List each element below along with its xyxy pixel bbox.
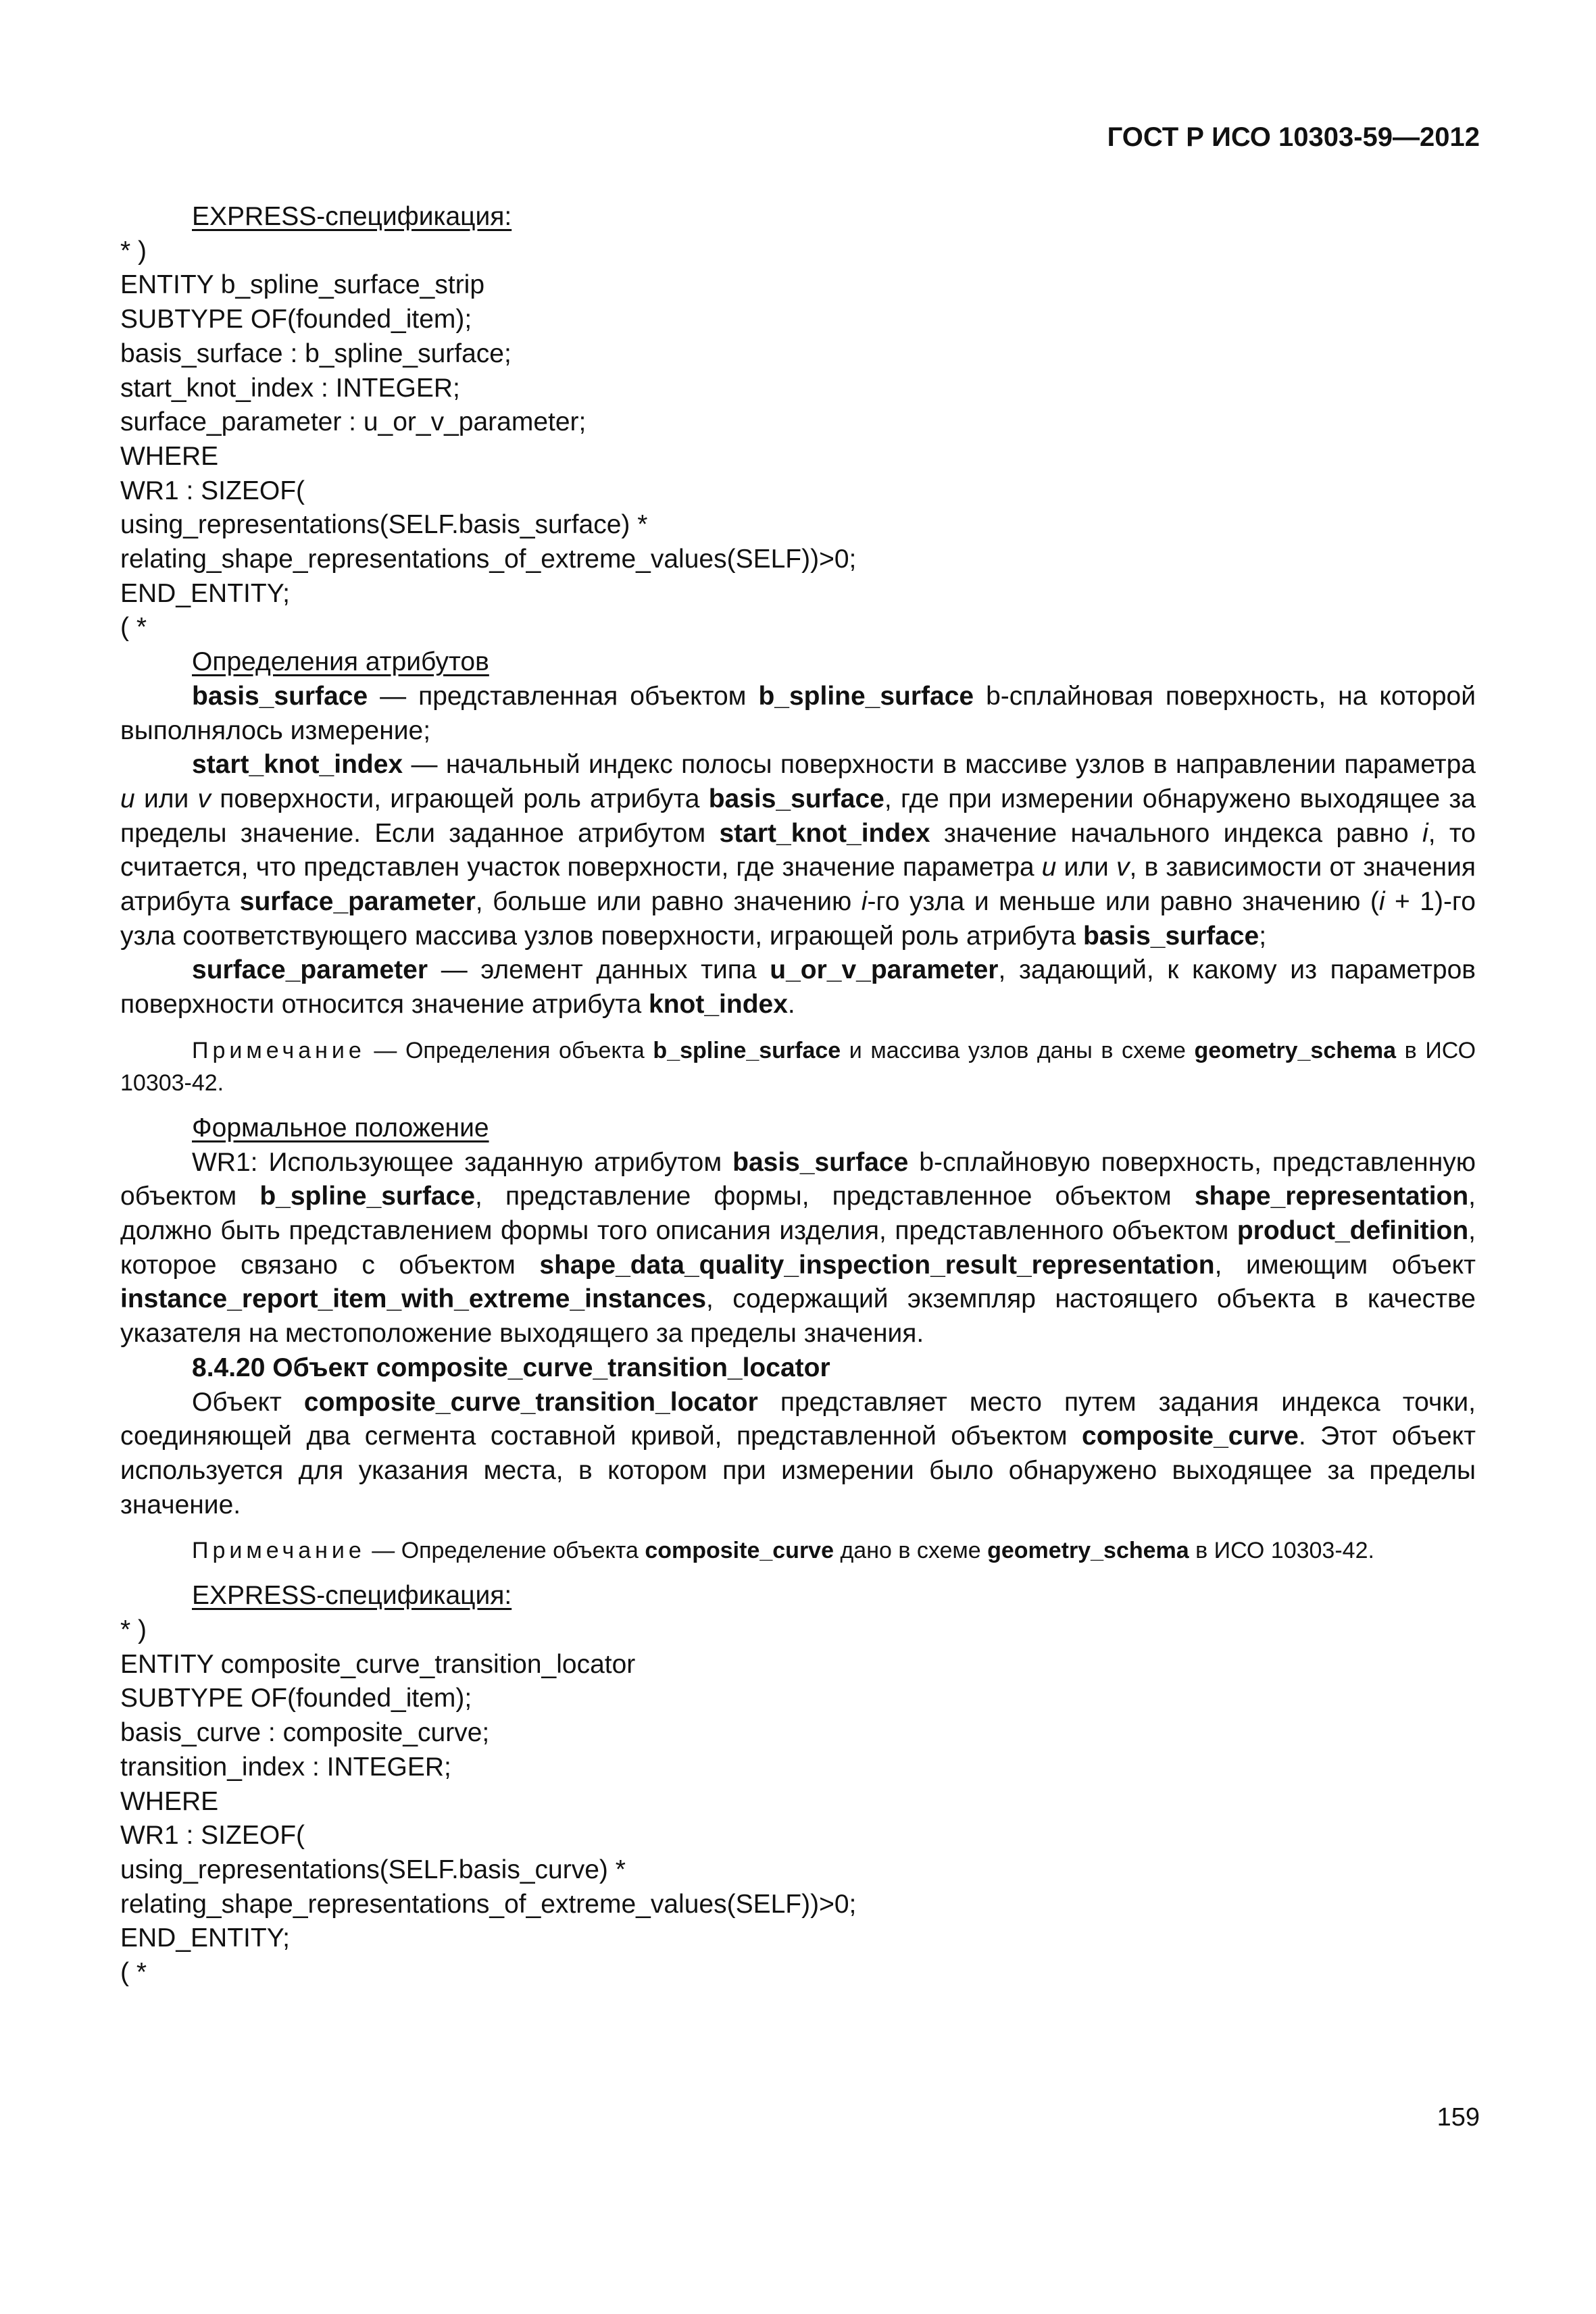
code-line: END_ENTITY; — [120, 1923, 291, 1953]
note-label: Примечание — [192, 1538, 366, 1564]
code-line: * ) — [120, 1615, 147, 1645]
attribute-start-knot-index: start_knot_index — начальный индекс полосы поверхности в массиве узлов в направлении параметра u или v поверхности, играющей роль атрибута basis_surface, где при измерении обнаружено выходящее за пределы значение. Если заданное атрибутом start_knot_index значение начального индекса равно i, то считается, что представлен участок поверхности, где значение параметра u или v, в зависимости от значения атрибута surface_parameter, больше или равно значению i-го узла и меньше или равно значению (i + 1)-го узла соответствующего массива узлов поверхности, играющей роль атрибута basis_surface; — [120, 750, 1476, 951]
code-line: * ) — [120, 236, 147, 266]
code-line: using_representations(SELF.basis_curve) * — [120, 1855, 626, 1884]
note-label: Примечание — [192, 1037, 366, 1063]
attribute-term: surface_parameter — [192, 955, 428, 985]
code-line: WR1 : SIZEOF( — [120, 1821, 305, 1851]
express-code-block — [120, 234, 1476, 645]
code-line: SUBTYPE OF(founded_item); — [120, 305, 472, 334]
code-line: ENTITY b_spline_surface_strip — [120, 270, 485, 300]
attribute-term: start_knot_index — [192, 750, 403, 780]
code-line: surface_parameter : u_or_v_parameter; — [120, 407, 587, 437]
note-paragraph: Примечание — Определения объекта b_spline_surface и массива узлов даны в схеме geometry_schema в ИСО 10303-42. — [120, 1037, 1476, 1096]
attribute-term: basis_surface — [192, 681, 368, 711]
code-line: relating_shape_representations_of_extreme_values(SELF))>0; — [120, 545, 857, 574]
code-line: WHERE — [120, 1786, 219, 1816]
formal-heading: Формальное положение — [192, 1113, 489, 1142]
code-line: ENTITY composite_curve_transition_locator — [120, 1649, 636, 1679]
attribute-basis-surface: basis_surface — представленная объектом b_spline_surface b-сплайновая поверхность, на которой выполнялось измерение; — [120, 681, 1476, 745]
code-line: END_ENTITY; — [120, 578, 291, 608]
page-content — [120, 200, 1476, 1990]
formal-paragraph: WR1: Использующее заданную атрибутом basis_surface b-сплайновую поверхность, представленную объектом b_spline_surface, представление формы, представленное объектом shape_representation, должно быть представлением формы того описания изделия, представленного объектом product_definition, которое связано с объектом shape_data_quality_inspection_result_representation, имеющим объект instance_report_item_with_extreme_instances, содержащий экземпляр настоящего объекта в качестве указателя на местоположение выходящего за пределы значения. — [120, 1147, 1476, 1349]
express-heading: EXPRESS-спецификация: — [192, 202, 512, 231]
code-line: relating_shape_representations_of_extreme_values(SELF))>0; — [120, 1889, 857, 1919]
code-line: SUBTYPE OF(founded_item); — [120, 1684, 472, 1713]
code-line: WR1 : SIZEOF( — [120, 476, 305, 505]
document-header: ГОСТ Р ИСО 10303-59—2012 — [1107, 122, 1480, 152]
note-paragraph: Примечание — Определение объекта composite_curve дано в схеме geometry_schema в ИСО 10303-42. — [192, 1538, 1374, 1564]
section-title: 8.4.20 Объект composite_curve_transition_locator — [192, 1353, 830, 1382]
express-heading: EXPRESS-спецификация: — [192, 1581, 512, 1611]
code-line: basis_surface : b_spline_surface; — [120, 338, 512, 368]
code-line: basis_curve : composite_curve; — [120, 1718, 490, 1748]
code-line: ( * — [120, 613, 147, 643]
code-line: using_representations(SELF.basis_surface) * — [120, 510, 648, 540]
code-line: ( * — [120, 1958, 147, 1988]
section-paragraph: Объект composite_curve_transition_locator представляет место путем задания индекса точки, соединяющей два сегмента составной кривой, представленной объектом composite_curve. Этот объект используется для указания места, в котором при измерении было обнаружено выходящее за пределы значение. — [120, 1387, 1476, 1519]
page-number: 159 — [1437, 2103, 1480, 2132]
attributes-heading: Определения атрибутов — [192, 647, 489, 677]
code-line: transition_index : INTEGER; — [120, 1752, 451, 1782]
attribute-surface-parameter: surface_parameter — элемент данных типа u_or_v_parameter, задающий, к какому из параметров поверхности относится значение атрибута knot_index. — [120, 955, 1476, 1020]
code-line: start_knot_index : INTEGER; — [120, 373, 460, 403]
express-code-block — [120, 1613, 1476, 1990]
code-line: WHERE — [120, 441, 219, 471]
